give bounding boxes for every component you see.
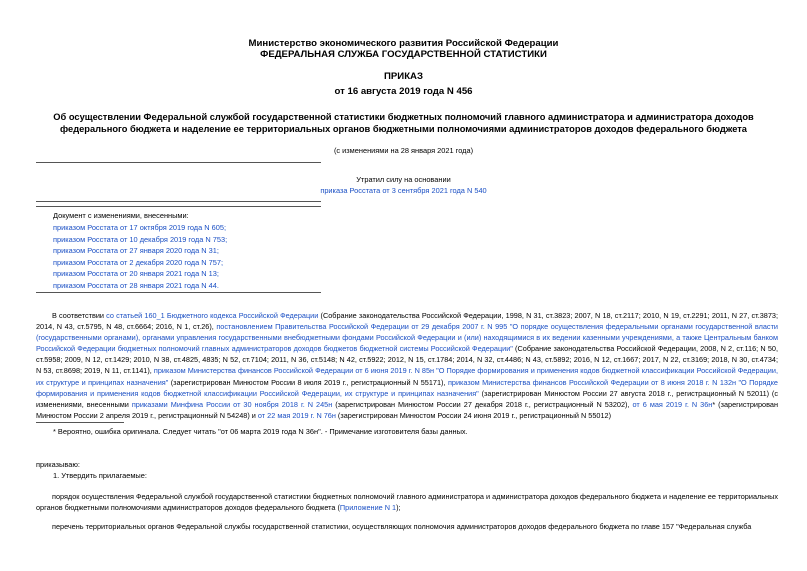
divider (36, 292, 321, 293)
preamble-text: В соответствии (52, 311, 107, 320)
preamble-text: (Собрание законодательства Российской Федерации, 2008, N 2, ст.116; N 50, ст.5958; 2009, N 12, ст.1429; 2010, N 38, ст.4825, 4835; N 52, ст.7104; 2011, N 36, ст.5148; N 42, ст.5922; 2012, N 15, ст.1784; 2014, N 32, ст.4486; N 43, ст.5892; 2016, N 12, ст.1667; 2017, N 22, ст.3169; 2018, N 30, ст.4734; N 53, ст.8698; 2019, N 11, ст.1141), (36, 344, 778, 376)
preamble-text: (зарегистрирован Минюстом России 27 августа 2018 г., регистрационный N 52011) (с изменениями, внесенными (36, 388, 778, 409)
preamble-text: (Собрание законодательства Российской Федерации, 1998, N 31, ст.3823; 2007, N 18, ст.2117; 2010, N 19, ст.2291; 2011, N 27, ст.3873; 2014, N 43, ст.5795, N 48, ст.6664; 2016, N 1, ст.26), (36, 311, 778, 332)
amendment-link[interactable]: приказом Росстата от 20 января 2021 года N 13; (53, 269, 219, 279)
divider (36, 201, 321, 202)
preamble-text: * (зарегистрирован Минюстом России 2 апреля 2019 г., регистрационный N 54248) и (36, 399, 778, 420)
order-command: приказываю: (36, 460, 80, 469)
order-text: перечень территориальных органов Федеральной службы государственной статистики, осуществляющих полномочия администраторов доходов федерального бюджета по главе 157 "Федеральная служба (52, 522, 752, 531)
appendix-1-link[interactable]: Приложение N 1 (339, 503, 397, 513)
order-text: ); (396, 503, 401, 513)
preamble-text: (зарегистрирован Минюстом России 8 июля 2019 г., регистрационный N 55171), (168, 377, 448, 387)
divider (36, 162, 321, 163)
preamble-paragraph (36, 310, 778, 421)
ministry-name: Министерство экономического развития Российской Федерации (248, 38, 559, 49)
lost-force-link[interactable]: приказа Росстата от 3 сентября 2021 года N 540 (320, 186, 487, 195)
document-date-number: от 16 августа 2019 года N 456 (334, 86, 473, 97)
order-item-1: 1. Утвердить прилагаемые: (53, 471, 147, 480)
revision-note: (с изменениями на 28 января 2021 года) (333, 146, 474, 155)
preamble-text: (зарегистрирован Минюстом России 27 декабря 2018 г., регистрационный N 53202), (332, 399, 633, 409)
minfin-order-245n-link[interactable]: приказами Минфина России от 30 ноября 2018 г. N 245н (131, 399, 333, 409)
order-paragraph-1 (36, 491, 778, 513)
amendments-list (53, 222, 227, 292)
minfin-order-85n-link[interactable]: приказом Министерства финансов Российской Федерации от 6 июня 2019 г. N 85н "О Порядке формирования и применения кодов бюджетной классификации Российской Федерации, их структуре и принципах назначения" (36, 366, 778, 387)
document-type: ПРИКАЗ (384, 71, 423, 82)
minfin-order-76n-link[interactable]: от 22 мая 2019 г. N 76н (257, 410, 336, 420)
budget-code-link[interactable]: со статьей 160_1 Бюджетного кодекса Российской Федерации (106, 311, 319, 320)
amendment-link[interactable]: приказом Росстата от 10 декабря 2019 года N 753; (53, 234, 228, 244)
footnote: * Вероятно, ошибка оригинала. Следует читать "от 06 марта 2019 года N 36н". - Примечание изготовителя базы данных. (53, 427, 468, 436)
government-resolution-link[interactable]: постановлением Правительства Российской Федерации от 29 декабря 2007 г. N 995 "О порядке осуществления федеральными органами государственной власти (государственными органами), органами управления государственными внебюджетными фондами Российской Федерации и (или) находящимися в их ведении казенными учреждениями, а также Центральным банком Российской Федерации бюджетных полномочий главных администраторов доходов бюджетов бюджетной системы Российской Федерации" (36, 322, 778, 354)
service-name: ФЕДЕРАЛЬНАЯ СЛУЖБА ГОСУДАРСТВЕННОЙ СТАТИСТИКИ (260, 49, 547, 60)
minfin-order-132n-link[interactable]: приказом Министерства финансов Российской Федерации от 8 июня 2018 г. N 132н "О Порядке формирования и применения кодов бюджетной классификации Российской Федерации, их структуре и принципах назначения" (36, 377, 778, 398)
amendment-link[interactable]: приказом Росстата от 17 октября 2019 года N 605; (53, 223, 227, 232)
footnote-divider (36, 422, 124, 423)
preamble-text: (зарегистрирован Минюстом России 24 июня 2019 г., регистрационный N 55012) (335, 410, 612, 420)
order-paragraph-2 (36, 521, 778, 532)
lost-force-text: Утратил силу на основании (356, 175, 451, 184)
lost-force-link-wrap (0, 186, 807, 195)
amendment-link[interactable]: приказом Росстата от 2 декабря 2020 года N 757; (53, 257, 224, 267)
minfin-order-36n-link[interactable]: от 6 мая 2019 г. N 36н (632, 399, 713, 409)
document-title-line-2: федерального бюджета и наделение ее территориальных органов бюджетными полномочиями администраторов доходов федерального бюджета (60, 124, 747, 134)
divider (36, 206, 321, 207)
amendment-link[interactable]: приказом Росстата от 27 января 2020 года N 31; (53, 246, 219, 256)
amendments-heading: Документ с изменениями, внесенными: (53, 211, 189, 220)
order-text: порядок осуществления Федеральной службой государственной статистики бюджетных полномочий главного администратора и администратора доходов федерального бюджета и наделение ее территориальных органов бюджетными полномочиями администраторов доходов федерального бюджета ( (36, 492, 778, 513)
amendment-link[interactable]: приказом Росстата от 28 января 2021 года N 44. (53, 280, 219, 290)
document-title-line-1: Об осуществлении Федеральной службой государственной статистики бюджетных полномочий главного администратора и администратора доходов (53, 112, 754, 122)
